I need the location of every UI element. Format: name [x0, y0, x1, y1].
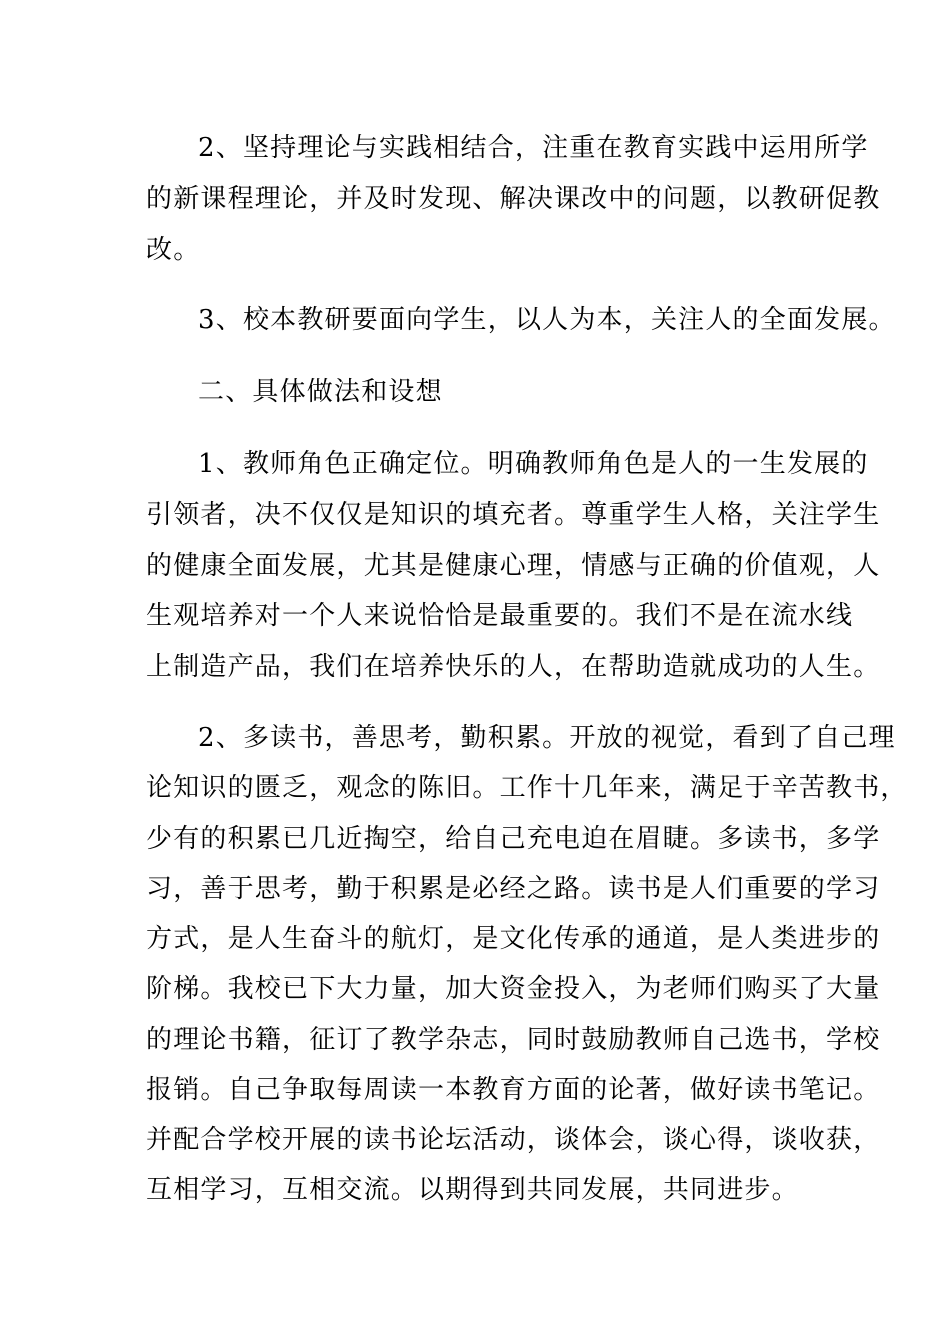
paragraph-3-line-2: 引领者，决不仅仅是知识的填充者。尊重学生人格，关注学生 — [146, 500, 881, 530]
paragraph-2-line-1: 3、校本教研要面向学生，以人为本，关注人的全面发展。 — [198, 305, 896, 335]
paragraph-3-line-3: 的健康全面发展，尤其是健康心理，情感与正确的价值观，人 — [146, 551, 881, 581]
paragraph-4-line-1: 2、多读书，善思考，勤积累。开放的视觉，看到了自己理 — [198, 723, 896, 753]
section-heading: 二、具体做法和设想 — [198, 377, 443, 407]
paragraph-4-line-5: 方式，是人生奋斗的航灯，是文化传承的通道，是人类进步的 — [146, 924, 881, 954]
paragraph-3-line-4: 生观培养对一个人来说恰恰是最重要的。我们不是在流水线 — [146, 601, 854, 631]
paragraph-4-line-4: 习，善于思考，勤于积累是必经之路。读书是人们重要的学习 — [146, 874, 881, 904]
paragraph-4-line-2: 论知识的匮乏，观念的陈旧。工作十几年来，满足于辛苦教书， — [146, 773, 908, 803]
paragraph-4-line-8: 报销。自己争取每周读一本教育方面的论著，做好读书笔记。 — [146, 1075, 881, 1105]
paragraph-1-line-1: 2、坚持理论与实践相结合，注重在教育实践中运用所学 — [198, 133, 869, 163]
paragraph-1-line-2: 的新课程理论，并及时发现、解决课改中的问题，以教研促教 — [146, 184, 881, 214]
paragraph-3-line-5: 上制造产品，我们在培养快乐的人，在帮助造就成功的人生。 — [146, 652, 881, 682]
paragraph-4-line-7: 的理论书籍，征订了教学杂志，同时鼓励教师自己选书，学校 — [146, 1025, 881, 1055]
paragraph-4-line-10: 互相学习，互相交流。以期得到共同发展，共同进步。 — [146, 1175, 799, 1205]
paragraph-1-line-3: 改。 — [146, 235, 201, 265]
paragraph-3-line-1: 1、教师角色正确定位。明确教师角色是人的一生发展的 — [198, 449, 869, 479]
paragraph-4-line-6: 阶梯。我校已下大力量，加大资金投入，为老师们购买了大量 — [146, 974, 881, 1004]
paragraph-4-line-3: 少有的积累已几近掏空，给自己充电迫在眉睫。多读书，多学 — [146, 824, 881, 854]
paragraph-4-line-9: 并配合学校开展的读书论坛活动，谈体会，谈心得，谈收获， — [146, 1125, 881, 1155]
